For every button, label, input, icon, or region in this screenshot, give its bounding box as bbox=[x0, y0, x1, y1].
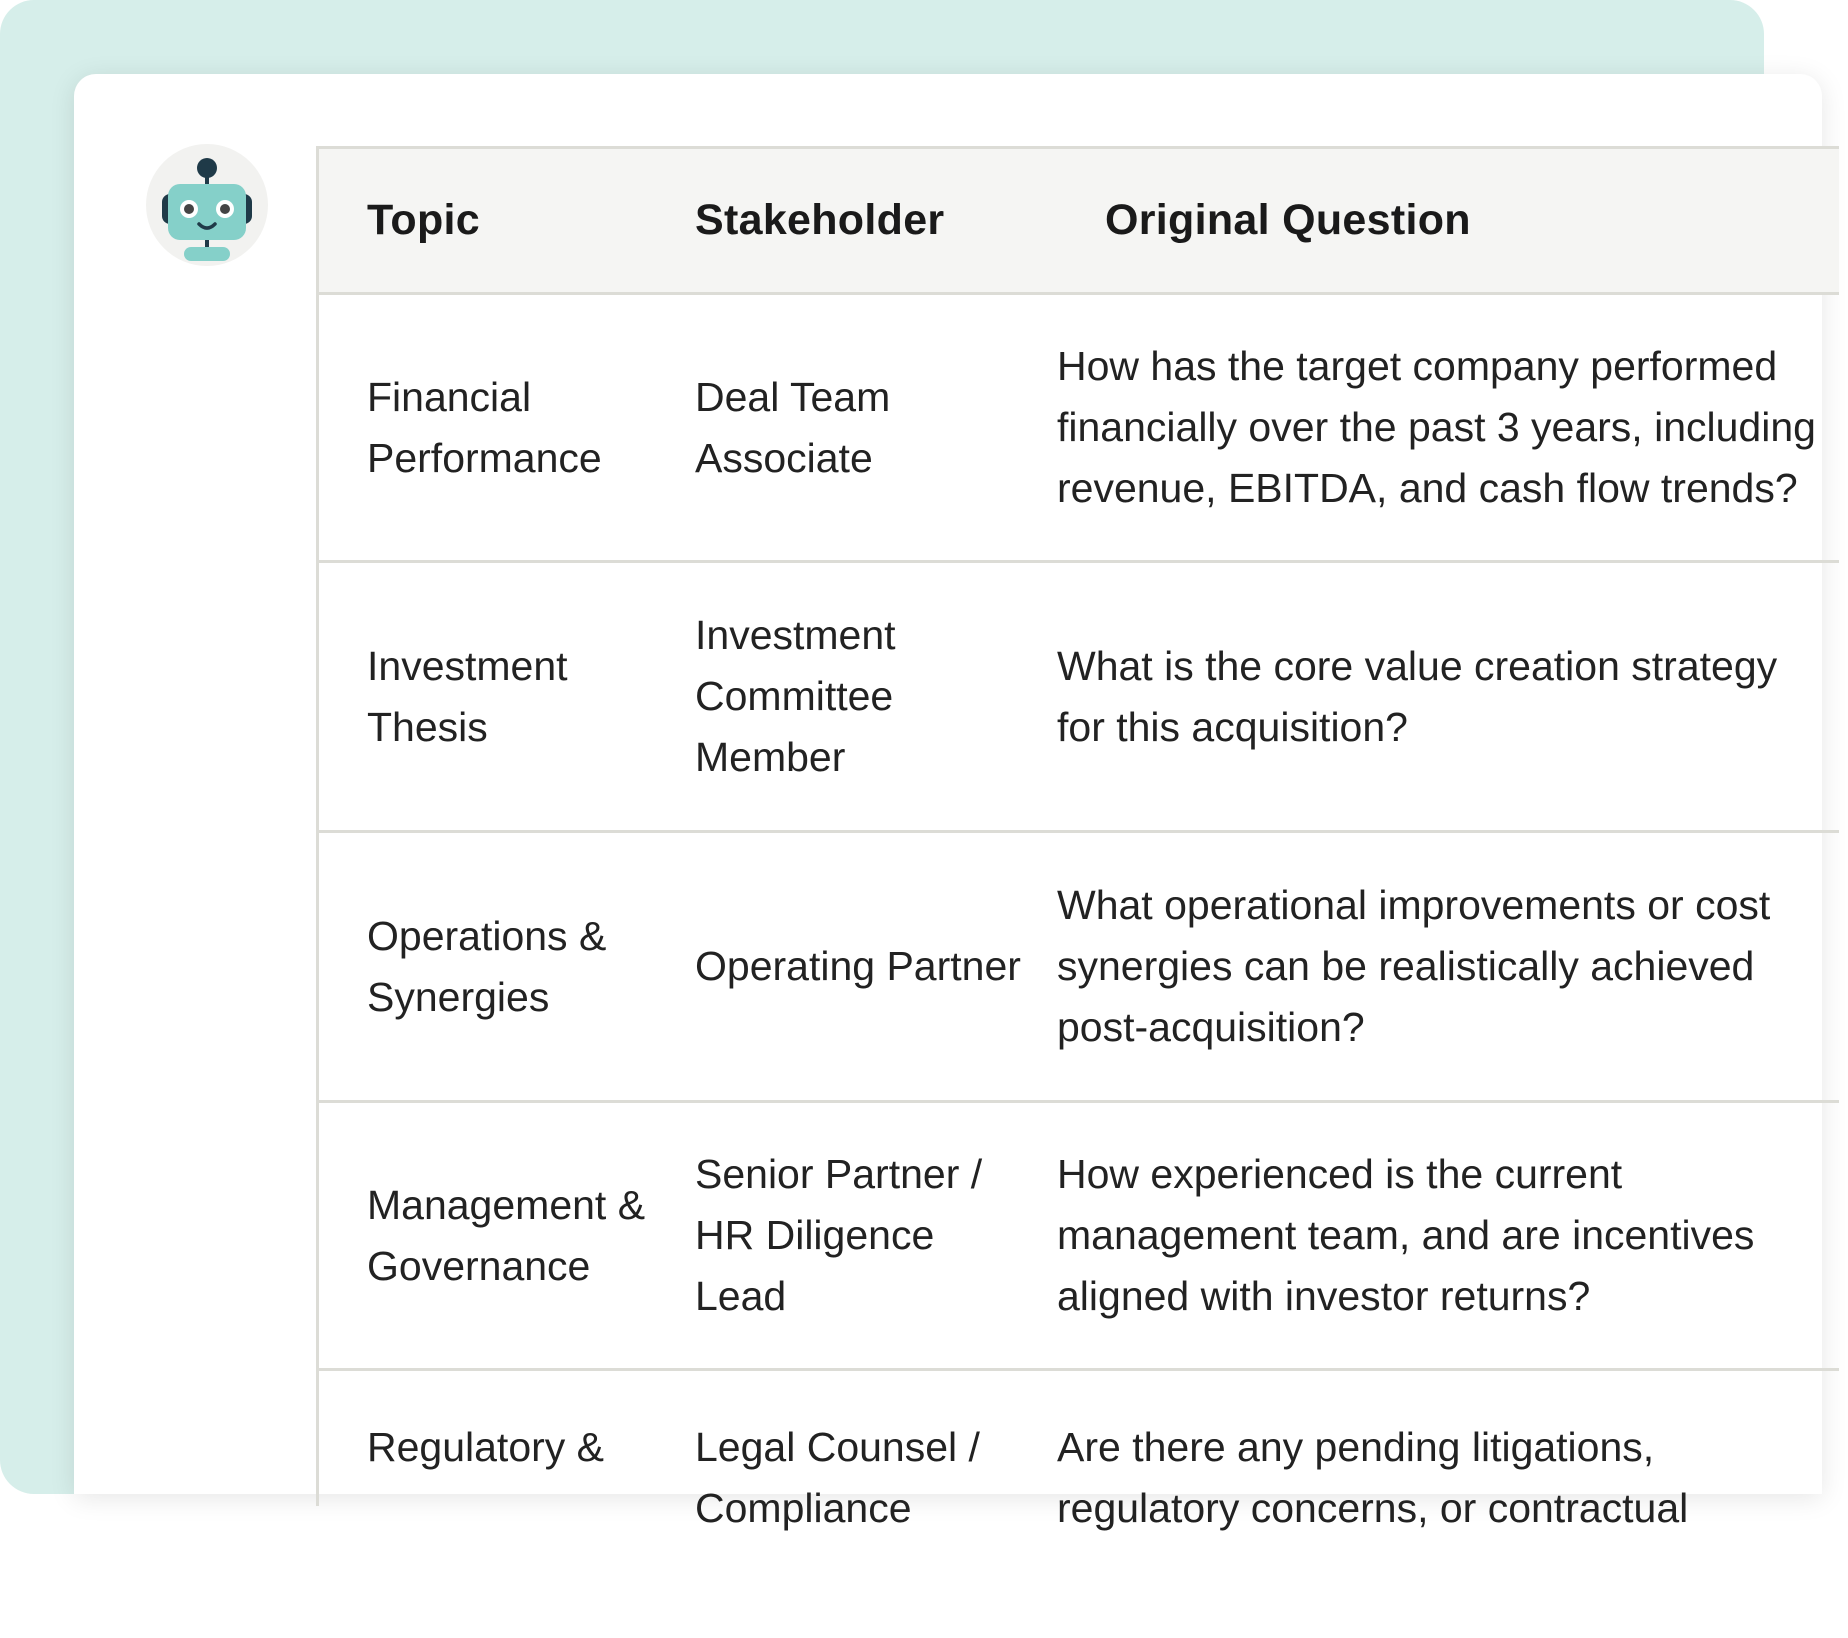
stakeholder-text: Operating Partner bbox=[695, 943, 1021, 989]
topic-cell bbox=[319, 1102, 695, 1370]
question-text: How experienced is the current management team, and are incentives aligned with investor returns? bbox=[1057, 1151, 1755, 1319]
table-row bbox=[319, 1370, 1839, 1638]
column-header-question: Original Question bbox=[1105, 196, 1471, 244]
topic-cell bbox=[319, 832, 695, 1102]
stakeholder-cell bbox=[695, 1370, 1057, 1638]
chat-message-card bbox=[74, 74, 1822, 1531]
stakeholder-text: Investment Committee Member bbox=[695, 612, 896, 780]
question-text: How has the target company performed financially over the past 3 years, including revenue, EBITDA, and cash flow trends? bbox=[1057, 343, 1816, 511]
question-cell bbox=[1057, 832, 1839, 1102]
topic-text: Financial Performance bbox=[367, 373, 602, 481]
stakeholder-cell bbox=[695, 294, 1057, 562]
question-cell bbox=[1057, 1102, 1839, 1370]
table-header-row bbox=[319, 148, 1839, 294]
topic-text: Regulatory & bbox=[367, 1424, 605, 1470]
table-row bbox=[319, 1102, 1839, 1370]
response-table-container bbox=[316, 146, 1836, 1531]
bot-avatar bbox=[146, 144, 268, 266]
stakeholder-cell bbox=[695, 832, 1057, 1102]
question-text: What operational improvements or cost synergies can be realistically achieved post-acquisition? bbox=[1057, 882, 1771, 1050]
question-text: Are there any pending litigations, regulatory concerns, or contractual bbox=[1057, 1424, 1689, 1531]
robot-icon bbox=[146, 144, 268, 266]
response-table bbox=[319, 146, 1839, 1638]
topic-text: Operations & Synergies bbox=[367, 912, 607, 1020]
column-header-stakeholder: Stakeholder bbox=[695, 196, 945, 244]
topic-cell bbox=[319, 294, 695, 562]
stakeholder-text: Senior Partner / HR Diligence Lead bbox=[695, 1151, 983, 1319]
stakeholder-cell bbox=[695, 562, 1057, 832]
table-row bbox=[319, 832, 1839, 1102]
stakeholder-text: Deal Team Associate bbox=[695, 373, 891, 481]
topic-text: Investment Thesis bbox=[367, 642, 568, 750]
question-cell bbox=[1057, 562, 1839, 832]
stakeholder-text: Legal Counsel / Compliance bbox=[695, 1424, 980, 1531]
question-cell bbox=[1057, 294, 1839, 562]
topic-text: Management & Governance bbox=[367, 1181, 646, 1289]
question-text: What is the core value creation strategy for this acquisition? bbox=[1057, 642, 1778, 750]
topic-cell bbox=[319, 1370, 695, 1638]
topic-cell bbox=[319, 562, 695, 832]
table-row bbox=[319, 562, 1839, 832]
table-row bbox=[319, 294, 1839, 562]
column-header-topic: Topic bbox=[367, 196, 480, 244]
stakeholder-cell bbox=[695, 1102, 1057, 1370]
question-cell bbox=[1057, 1370, 1839, 1638]
